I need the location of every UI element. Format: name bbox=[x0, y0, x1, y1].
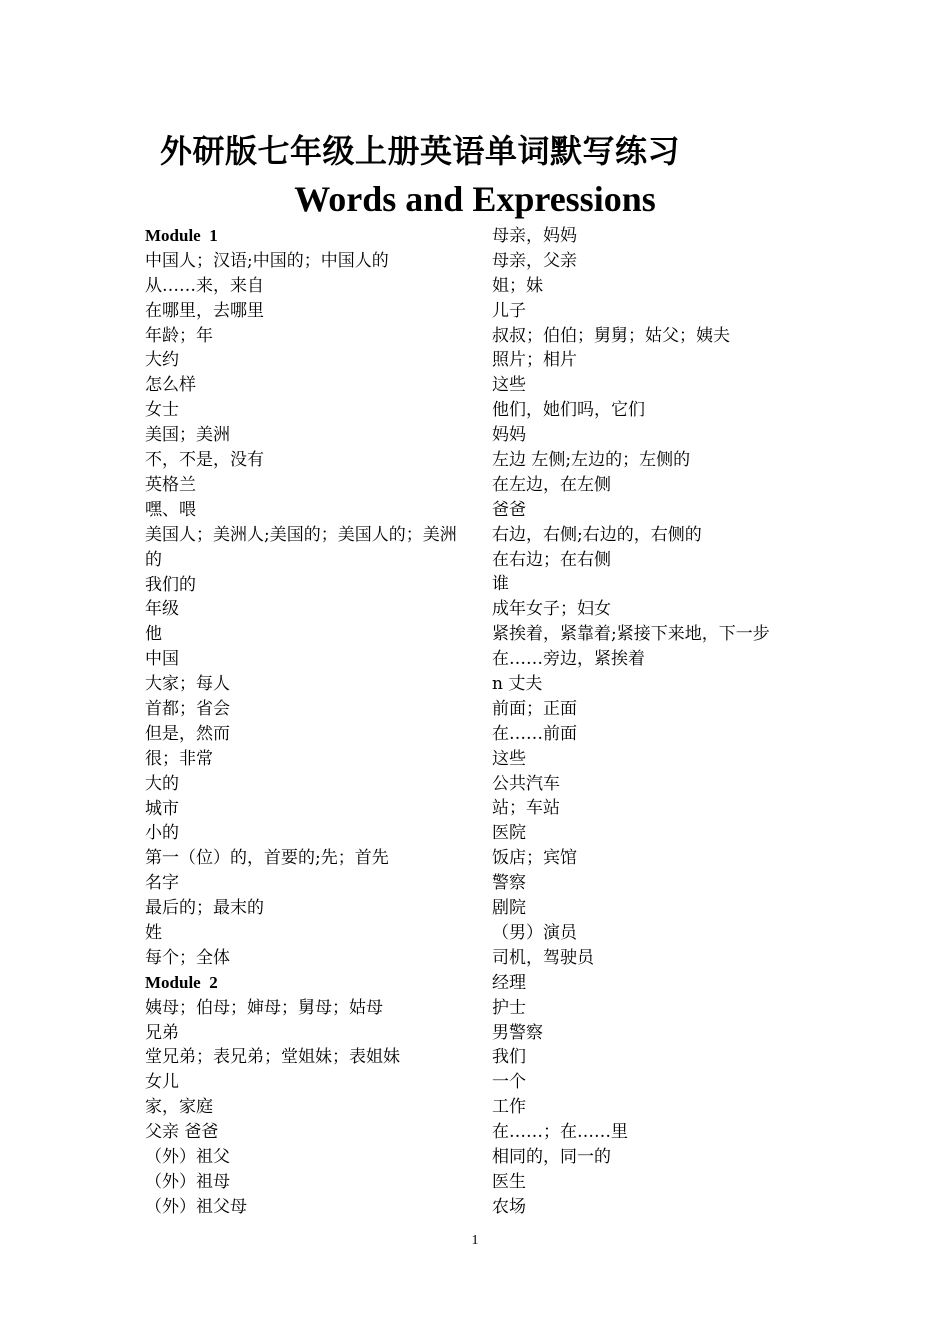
vocabulary-entry: 名字 bbox=[145, 873, 179, 894]
vocabulary-entry: 公共汽车 bbox=[492, 773, 560, 794]
vocabulary-entry: 中国人；汉语;中国的；中国人的 bbox=[145, 250, 389, 271]
vocabulary-entry: 谁 bbox=[492, 574, 509, 595]
vocabulary-entry: 护士 bbox=[492, 997, 526, 1018]
vocabulary-entry: 母亲，妈妈 bbox=[492, 226, 577, 246]
vocabulary-entry: 这些 bbox=[492, 375, 526, 396]
vocabulary-entry: （外）祖父 bbox=[145, 1146, 230, 1167]
vocabulary-entry: 小的 bbox=[145, 823, 179, 844]
english-title: Words and Expressions bbox=[294, 179, 656, 219]
vocabulary-entry: 父亲 爸爸 bbox=[145, 1122, 219, 1143]
vocabulary-entry: 城市 bbox=[145, 798, 179, 819]
vocabulary-entry: 站；车站 bbox=[492, 798, 560, 819]
vocabulary-entry: 中国 bbox=[145, 649, 179, 670]
vocabulary-entry: 每个；全体 bbox=[145, 947, 230, 968]
vocabulary-entry: 经理 bbox=[492, 972, 526, 993]
vocabulary-entry: 医院 bbox=[492, 823, 526, 844]
vocabulary-entry: 从……来，来自 bbox=[145, 275, 264, 296]
vocabulary-entry: 司机，驾驶员 bbox=[492, 947, 594, 968]
vocabulary-entry: （男）演员 bbox=[492, 922, 577, 943]
vocabulary-entry: 年级 bbox=[145, 599, 179, 620]
chinese-title: 外研版七年级上册英语单词默写练习 bbox=[160, 132, 681, 170]
vocabulary-entry: （外）祖母 bbox=[145, 1171, 230, 1192]
vocabulary-entry: 在……；在……里 bbox=[492, 1122, 628, 1143]
vocabulary-entry: n 丈夫 bbox=[492, 674, 543, 695]
vocabulary-entry: 警察 bbox=[492, 873, 526, 894]
vocabulary-entry: 我们的 bbox=[145, 574, 196, 595]
vocabulary-entry: 他们，她们吗，它们 bbox=[492, 400, 645, 421]
vocabulary-entry: 女士 bbox=[145, 400, 179, 421]
vocabulary-entry: 剧院 bbox=[492, 898, 526, 919]
vocabulary-entry: 在左边，在左侧 bbox=[492, 474, 611, 495]
vocabulary-entry: 兄弟 bbox=[145, 1022, 179, 1043]
vocabulary-entry: 姓 bbox=[145, 922, 162, 943]
page-number: 1 bbox=[471, 1233, 479, 1248]
vocabulary-entry: 美国；美洲 bbox=[145, 425, 230, 446]
vocabulary-entry: 最后的；最末的 bbox=[145, 898, 264, 919]
vocabulary-entry: 照片；相片 bbox=[492, 350, 577, 371]
vocabulary-entry: 在哪里，去哪里 bbox=[145, 300, 264, 321]
module-heading: Module 2 bbox=[145, 972, 218, 992]
vocabulary-entry: 工作 bbox=[492, 1097, 526, 1118]
vocabulary-entry: 英格兰 bbox=[145, 474, 196, 495]
right-word-column bbox=[492, 224, 822, 1220]
vocabulary-entry: 在右边；在右侧 bbox=[492, 549, 611, 570]
vocabulary-entry: 家，家庭 bbox=[145, 1097, 213, 1118]
vocabulary-entry: 一个 bbox=[492, 1072, 526, 1093]
vocabulary-entry: 他 bbox=[145, 624, 162, 645]
vocabulary-entry: 母亲，父亲 bbox=[492, 250, 577, 271]
vocabulary-entry: 姐；妹 bbox=[492, 275, 543, 296]
vocabulary-entry: 在……旁边，紧挨着 bbox=[492, 649, 645, 670]
vocabulary-entry: 大约 bbox=[145, 350, 179, 371]
vocabulary-entry: 紧挨着，紧靠着;紧接下来地，下一步 bbox=[492, 624, 770, 645]
vocabulary-entry: 姨母；伯母；婶母；舅母；姑母 bbox=[145, 997, 383, 1018]
vocabulary-entry: 左边 左侧;左边的；左侧的 bbox=[492, 450, 691, 471]
vocabulary-entry: 前面；正面 bbox=[492, 698, 577, 719]
vocabulary-entry: 医生 bbox=[492, 1171, 526, 1192]
vocabulary-entry: 年龄；年 bbox=[145, 325, 213, 346]
vocabulary-entry: 大的 bbox=[145, 773, 179, 794]
vocabulary-entry: 怎么样 bbox=[145, 375, 196, 396]
vocabulary-entry: 饭店；宾馆 bbox=[492, 848, 577, 869]
vocabulary-entry: 但是，然而 bbox=[145, 723, 230, 744]
vocabulary-entry: 首都；省会 bbox=[145, 698, 230, 719]
vocabulary-entry: 在……前面 bbox=[492, 723, 577, 744]
vocabulary-entry: 成年女子；妇女 bbox=[492, 599, 611, 620]
vocabulary-entry: 堂兄弟；表兄弟；堂姐妹；表姐妹 bbox=[145, 1047, 400, 1068]
vocabulary-entry: 右边，右侧;右边的，右侧的 bbox=[492, 524, 702, 545]
vocabulary-entry: 很；非常 bbox=[145, 748, 213, 769]
left-word-column bbox=[145, 224, 467, 1220]
vocabulary-entry: 相同的，同一的 bbox=[492, 1146, 611, 1167]
vocabulary-entry: 我们 bbox=[492, 1047, 526, 1068]
vocabulary-entry: 妈妈 bbox=[492, 425, 526, 446]
vocabulary-entry: 儿子 bbox=[492, 300, 526, 321]
vocabulary-entry: 第一（位）的，首要的;先；首先 bbox=[145, 848, 389, 869]
vocabulary-entry: 女儿 bbox=[145, 1072, 179, 1093]
vocabulary-entry: 嘿、喂 bbox=[145, 499, 196, 520]
vocabulary-entry: 这些 bbox=[492, 748, 526, 769]
vocabulary-entry: 不，不是，没有 bbox=[145, 450, 264, 471]
vocabulary-entry: 美国人；美洲人;美国的；美国人的；美洲的 bbox=[145, 524, 457, 570]
vocabulary-entry: 农场 bbox=[492, 1196, 526, 1217]
vocabulary-entry: 大家；每人 bbox=[145, 674, 230, 695]
vocabulary-entry: 男警察 bbox=[492, 1022, 543, 1043]
vocabulary-entry: 叔叔；伯伯；舅舅；姑父；姨夫 bbox=[492, 325, 730, 346]
module-heading: Module 1 bbox=[145, 226, 218, 245]
vocabulary-entry: 爸爸 bbox=[492, 499, 526, 520]
vocabulary-entry: （外）祖父母 bbox=[145, 1196, 247, 1217]
